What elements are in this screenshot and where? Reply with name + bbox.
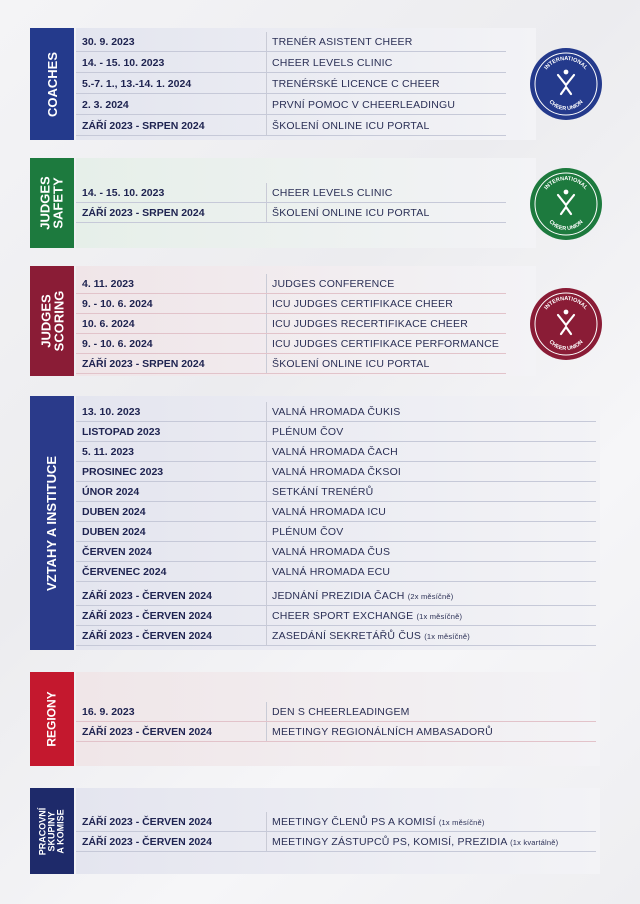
row-event-text: MEETINGY ZÁSTUPCŮ PS, KOMISÍ, PREZIDIA (272, 836, 507, 848)
schedule-row (76, 522, 596, 538)
row-date: 30. 9. 2023 (82, 36, 135, 48)
row-event (266, 610, 596, 622)
icu-logo-icon (530, 168, 602, 240)
row-event-text: CHEER LEVELS CLINIC (272, 57, 393, 69)
section-coaches (30, 28, 589, 140)
row-date: PROSINEC 2023 (82, 466, 164, 478)
row-event-text: DEN S CHEERLEADINGEM (272, 706, 410, 718)
row-note: (1x kvartálně) (510, 838, 559, 847)
schedule-row (76, 562, 596, 578)
row-event-text: VALNÁ HROMADA ČUKIS (272, 406, 401, 418)
row-note: (1x měsíčně) (416, 612, 463, 621)
section-label (30, 158, 74, 248)
row-event (266, 99, 506, 111)
row-date: 9. - 10. 6. 2024 (82, 338, 153, 350)
row-event-text: ŠKOLENÍ ONLINE ICU PORTAL (272, 207, 430, 219)
row-divider (76, 51, 506, 52)
section-vztahy (30, 396, 600, 650)
row-event-text: TRENÉR ASISTENT CHEER (272, 36, 413, 48)
schedule-row (76, 314, 506, 330)
badge-bottom-text: CHEER UNION (547, 339, 585, 353)
row-date: ZÁŘÍ 2023 - ČERVEN 2024 (82, 610, 212, 622)
row-date: 16. 9. 2023 (82, 706, 135, 718)
row-divider (76, 373, 506, 374)
row-divider (76, 222, 506, 223)
schedule-row (76, 812, 596, 828)
row-event (266, 338, 506, 350)
section-regiony (30, 672, 600, 766)
row-event-text: ŠKOLENÍ ONLINE ICU PORTAL (272, 120, 430, 132)
row-divider (76, 114, 506, 115)
row-date: ÚNOR 2024 (82, 486, 140, 498)
row-event (266, 466, 596, 478)
row-event (266, 318, 506, 330)
row-event (266, 358, 506, 370)
row-date: ČERVEN 2024 (82, 546, 152, 558)
schedule-row (76, 482, 596, 498)
schedule-row (76, 422, 596, 438)
row-date: ČERVENEC 2024 (82, 566, 167, 578)
row-date: ZÁŘÍ 2023 - ČERVEN 2024 (82, 590, 212, 602)
row-event-text: JUDGES CONFERENCE (272, 278, 395, 290)
row-event (266, 207, 506, 219)
schedule-row (76, 542, 596, 558)
schedule-row (76, 203, 506, 219)
section-label-text: VZTAHY A INSTITUCE (44, 455, 60, 591)
row-date: ZÁŘÍ 2023 - ČERVEN 2024 (82, 630, 212, 642)
badge-bottom-text: CHEER UNION (547, 219, 585, 233)
svg-text:CHEER UNION (548, 219, 585, 232)
row-divider (76, 72, 506, 73)
row-event-text: ŠKOLENÍ ONLINE ICU PORTAL (272, 358, 430, 370)
row-divider (76, 135, 506, 136)
schedule-row (76, 442, 596, 458)
row-event (266, 78, 506, 90)
section-label-text: JUDGES SCORING (38, 290, 67, 352)
row-event (266, 120, 506, 132)
schedule-row (76, 462, 596, 478)
row-event-text: CHEER SPORT EXCHANGE (272, 610, 414, 622)
section-panel (76, 788, 600, 874)
row-note: (2x měsíčně) (407, 592, 454, 601)
row-date: ZÁŘÍ 2023 - SRPEN 2024 (82, 358, 205, 370)
svg-text:INTERNATIONAL (543, 296, 588, 312)
schedule-row (76, 274, 506, 290)
section-safety (30, 158, 589, 248)
row-event-text: JEDNÁNÍ PREZIDIA ČACH (272, 590, 405, 602)
row-date: ZÁŘÍ 2023 - SRPEN 2024 (82, 120, 205, 132)
row-event (266, 187, 506, 199)
badge-top-text: INTERNATIONAL (543, 296, 589, 312)
schedule-row (76, 832, 596, 848)
row-event (266, 486, 596, 498)
row-date: ZÁŘÍ 2023 - ČERVEN 2024 (82, 816, 212, 828)
row-event-text: PLÉNUM ČOV (272, 526, 344, 538)
row-note: (1x měsíčně) (424, 632, 470, 641)
row-date: LISTOPAD 2023 (82, 426, 161, 438)
row-event-text: CHEER LEVELS CLINIC (272, 187, 393, 199)
schedule-row (76, 354, 506, 370)
section-panel (76, 266, 536, 376)
row-event-text: ZASEDÁNÍ SEKRETÁŘŮ ČUS (272, 630, 422, 642)
row-event-text: ICU JUDGES CERTIFIKACE CHEER (272, 298, 454, 310)
schedule-row (76, 334, 506, 350)
row-event (266, 566, 596, 578)
row-divider (76, 851, 596, 852)
row-event-text: VALNÁ HROMADA ČACH (272, 446, 398, 458)
schedule-row (76, 183, 506, 199)
icu-badge (530, 48, 602, 120)
row-event (266, 630, 596, 642)
row-event (266, 57, 506, 69)
row-event-text: VALNÁ HROMADA ECU (272, 566, 391, 578)
row-date: 9. - 10. 6. 2024 (82, 298, 153, 310)
row-date: 5.-7. 1., 13.-14. 1. 2024 (82, 78, 192, 90)
row-event (266, 406, 596, 418)
row-event-text: VALNÁ HROMADA ČKSOI (272, 466, 402, 478)
section-scoring (30, 266, 589, 376)
schedule-row (76, 722, 596, 738)
row-event-text: PLÉNUM ČOV (272, 426, 344, 438)
section-pracovni (30, 788, 600, 874)
row-event (266, 726, 596, 738)
schedule-row (76, 606, 596, 622)
schedule-row (76, 626, 596, 642)
schedule-row (76, 294, 506, 310)
section-label (30, 28, 74, 140)
section-panel (76, 28, 536, 140)
schedule-row (76, 32, 506, 48)
row-event-text: VALNÁ HROMADA ICU (272, 506, 387, 518)
badge-top-text: INTERNATIONAL (543, 56, 589, 72)
schedule-row (76, 74, 506, 90)
row-divider (76, 581, 596, 582)
row-event (266, 546, 596, 558)
row-event (266, 426, 596, 438)
badge-bottom-text: CHEER UNION (547, 99, 585, 113)
row-event (266, 446, 596, 458)
section-label (30, 266, 74, 376)
row-date: 5. 11. 2023 (82, 446, 134, 458)
row-date: ZÁŘÍ 2023 - SRPEN 2024 (82, 207, 205, 219)
section-panel (76, 158, 536, 248)
row-date: ZÁŘÍ 2023 - ČERVEN 2024 (82, 836, 212, 848)
section-label (30, 788, 74, 874)
row-event (266, 590, 596, 602)
row-event (266, 506, 596, 518)
schedule-row (76, 402, 596, 418)
row-event-text: SETKÁNÍ TRENÉRŮ (272, 486, 374, 498)
badge-top-text: INTERNATIONAL (543, 176, 589, 192)
section-label (30, 672, 74, 766)
section-label-text: COACHES (44, 51, 60, 117)
row-event-text: ICU JUDGES RECERTIFIKACE CHEER (272, 318, 468, 330)
row-date: 14. - 15. 10. 2023 (82, 57, 165, 69)
row-divider (76, 645, 596, 646)
row-date: ZÁŘÍ 2023 - ČERVEN 2024 (82, 726, 212, 738)
svg-text:INTERNATIONAL (543, 176, 588, 192)
schedule-row (76, 95, 506, 111)
row-date: 13. 10. 2023 (82, 406, 141, 418)
row-event-text: ICU JUDGES CERTIFIKACE PERFORMANCE (272, 338, 500, 350)
section-label-text: PRACOVNÍ SKUPINY A KOMISE (37, 807, 66, 855)
row-event (266, 298, 506, 310)
row-date: 4. 11. 2023 (82, 278, 134, 290)
row-divider (76, 93, 506, 94)
row-divider (76, 741, 596, 742)
row-event (266, 278, 506, 290)
section-panel (76, 672, 600, 766)
section-panel (76, 396, 600, 650)
section-label-text: JUDGES SAFETY (38, 176, 66, 230)
svg-text:CHEER UNION (548, 99, 585, 112)
icu-badge (530, 168, 602, 240)
row-event-text: MEETINGY ČLENŮ PS A KOMISÍ (272, 816, 436, 828)
schedule-row (76, 53, 506, 69)
row-date: DUBEN 2024 (82, 526, 146, 538)
icu-logo-icon (530, 48, 602, 120)
row-date: 2. 3. 2024 (82, 99, 129, 111)
row-event-text: MEETINGY REGIONÁLNÍCH AMBASADORŮ (272, 726, 493, 738)
row-date: DUBEN 2024 (82, 506, 146, 518)
row-date: 10. 6. 2024 (82, 318, 135, 330)
row-event-text: PRVNÍ POMOC V CHEERLEADINGU (272, 99, 456, 111)
schedule-row (76, 116, 506, 132)
row-event (266, 36, 506, 48)
svg-text:CHEER UNION (548, 339, 585, 352)
schedule-row (76, 586, 596, 602)
row-note: (1x měsíčně) (438, 818, 485, 827)
row-date: 14. - 15. 10. 2023 (82, 187, 165, 199)
schedule-row (76, 702, 596, 718)
icu-badge (530, 288, 602, 360)
section-label (30, 396, 74, 650)
section-label-text: REGIONY (45, 691, 59, 747)
row-event-text: TRENÉRSKÉ LICENCE C CHEER (272, 78, 440, 90)
row-event (266, 706, 596, 718)
svg-text:INTERNATIONAL (543, 56, 588, 72)
row-event (266, 816, 596, 828)
icu-logo-icon (530, 288, 602, 360)
row-event (266, 836, 596, 848)
row-event-text: VALNÁ HROMADA ČUS (272, 546, 391, 558)
row-event (266, 526, 596, 538)
schedule-row (76, 502, 596, 518)
